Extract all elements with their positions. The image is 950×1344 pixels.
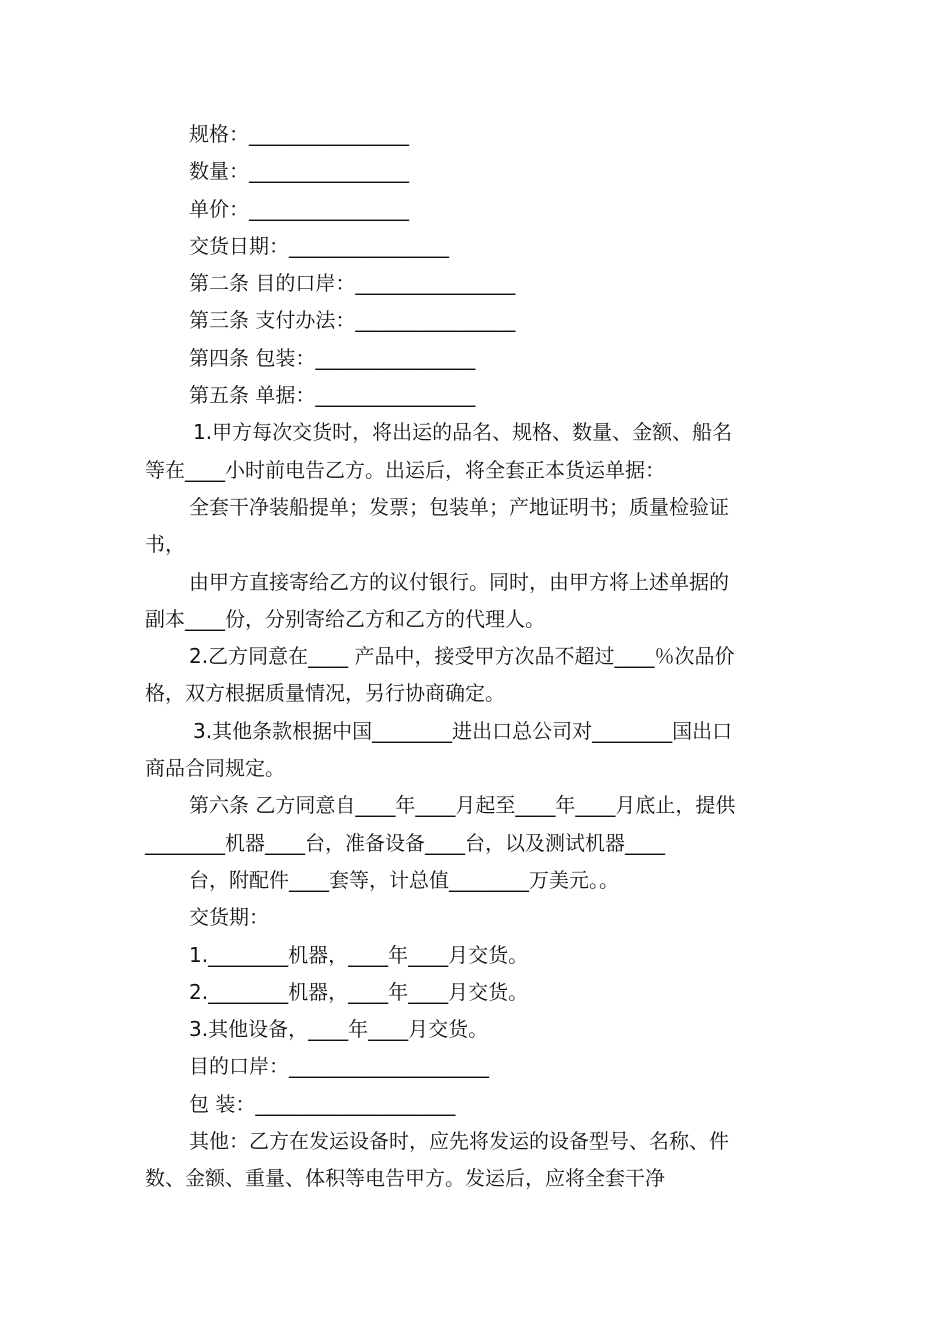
text-line: 第五条 单据：________________ [189,383,476,408]
text-line: 单价：________________ [189,196,409,221]
text-line: 副本____份，分别寄给乙方和乙方的代理人。 [145,606,545,631]
contract-text [145,116,815,1198]
text-line: 第四条 包装：________________ [189,345,476,370]
text-line: 2.乙方同意在____ 产品中，接受甲方次品不超过____％次品价 [189,644,735,669]
text-line: 3.其他条款根据中国________进出口总公司对________国出口 [193,718,733,743]
text-line: 交货日期：________________ [189,233,449,258]
text-line: 第二条 目的口岸：________________ [189,271,516,296]
text-line: 交货期： [189,905,269,930]
text-line: 等在____小时前电告乙方。出运后，将全套正本货运单据： [145,457,665,482]
text-line: 包 装：____________________ [189,1091,456,1116]
text-line: 书， [145,532,185,557]
text-line: 2.________机器，____年____月交货。 [189,979,529,1004]
text-line: 第六条 乙方同意自____年____月起至____年____月底止，提供 [189,793,736,818]
text-line: 全套干净装船提单；发票；包装单；产地证明书；质量检验证 [189,494,729,519]
text-line: 第三条 支付办法：________________ [189,308,516,333]
text-line: 1.________机器，____年____月交货。 [189,942,529,967]
text-line: 台，附配件____套等，计总值________万美元。。 [189,867,619,892]
text-line: 格，双方根据质量情况，另行协商确定。 [145,681,505,706]
text-line: 商品合同规定。 [145,756,285,781]
text-line: 数量：________________ [189,159,409,184]
text-line: 由甲方直接寄给乙方的议付银行。同时，由甲方将上述单据的 [189,569,729,594]
text-line: 数、金额、重量、体积等电告甲方。发运后，应将全套干净 [145,1166,665,1191]
text-line: ________机器____台，准备设备____台，以及测试机器____ [145,830,665,855]
text-line: 其他：乙方在发运设备时，应先将发运的设备型号、名称、件 [189,1129,729,1154]
text-line: 3.其他设备，____年____月交货。 [189,1017,489,1042]
text-line: 规格：________________ [189,122,409,146]
text-line: 1.甲方每次交货时，将出运的品名、规格、数量、金额、船名 [193,420,733,445]
text-line: 目的口岸：____________________ [189,1054,489,1079]
